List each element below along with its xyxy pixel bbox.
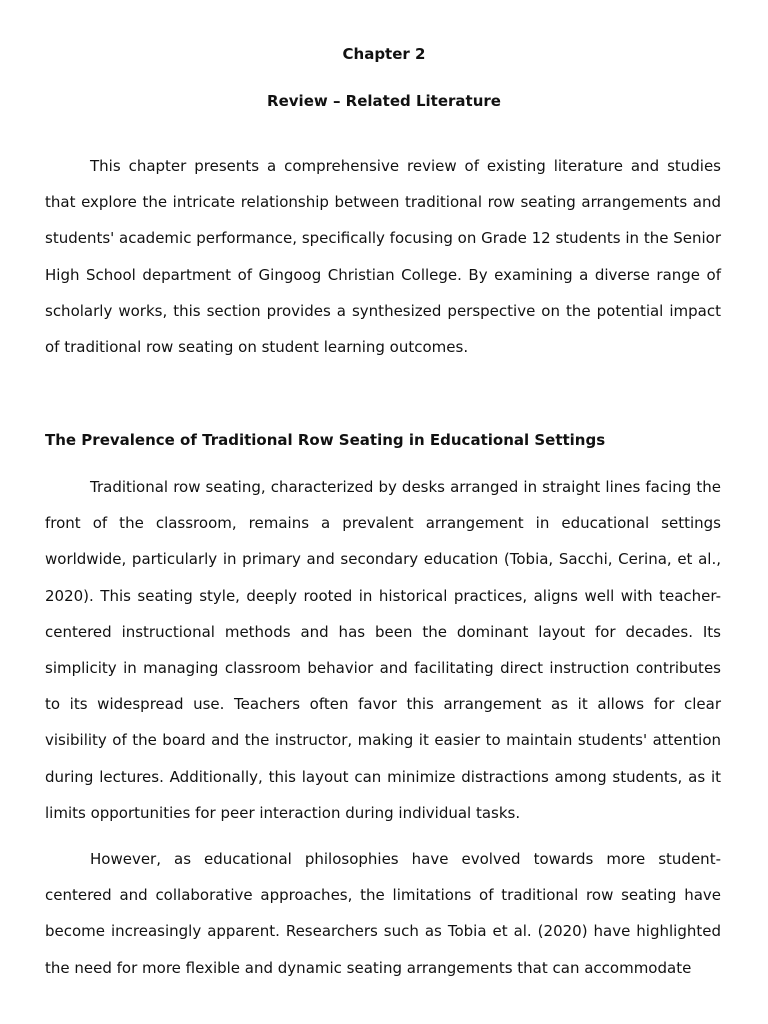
intro-paragraph: This chapter presents a comprehensive review of existing literature and studies that explore the intricate relationship between traditional row seating arrangements and students' academic performance, specifically focusing on Grade 12 students in the Senior High School department of Gingoog Christian College. By examining a diverse range of scholarly works, this section provides a synthesized perspective on the potential impact of traditional row seating on student learning outcomes. bbox=[45, 157, 721, 357]
section-heading: The Prevalence of Traditional Row Seating in Educational Settings bbox=[45, 431, 606, 449]
chapter-title: Chapter 2 bbox=[342, 45, 426, 63]
section-paragraph-2: However, as educational philosophies have evolved towards more student-centered and collaborative approaches, the limitations of traditional row seating have become increasingly apparent. Researchers such as Tobia et al. (2020) have highlighted the need for more flexible and dynamic seating arrangements that can accommodate bbox=[45, 850, 721, 977]
section-paragraph-1: Traditional row seating, characterized by desks arranged in straight lines facing the front of the classroom, remains a prevalent arrangement in educational settings worldwide, particularly in primary and secondary education (Tobia, Sacchi, Cerina, et al., 2020). This seating style, deeply rooted in historical practices, aligns well with teacher-centered instructional methods and has been the dominant layout for decades. Its simplicity in managing classroom behavior and facilitating direct instruction contributes to its widespread use. Teachers often favor this arrangement as it allows for clear visibility of the board and the instructor, making it easier to maintain students' attention during lectures. Additionally, this layout can minimize distractions among students, as it limits opportunities for peer interaction during individual tasks. bbox=[45, 478, 721, 822]
chapter-subtitle: Review – Related Literature bbox=[267, 92, 501, 110]
